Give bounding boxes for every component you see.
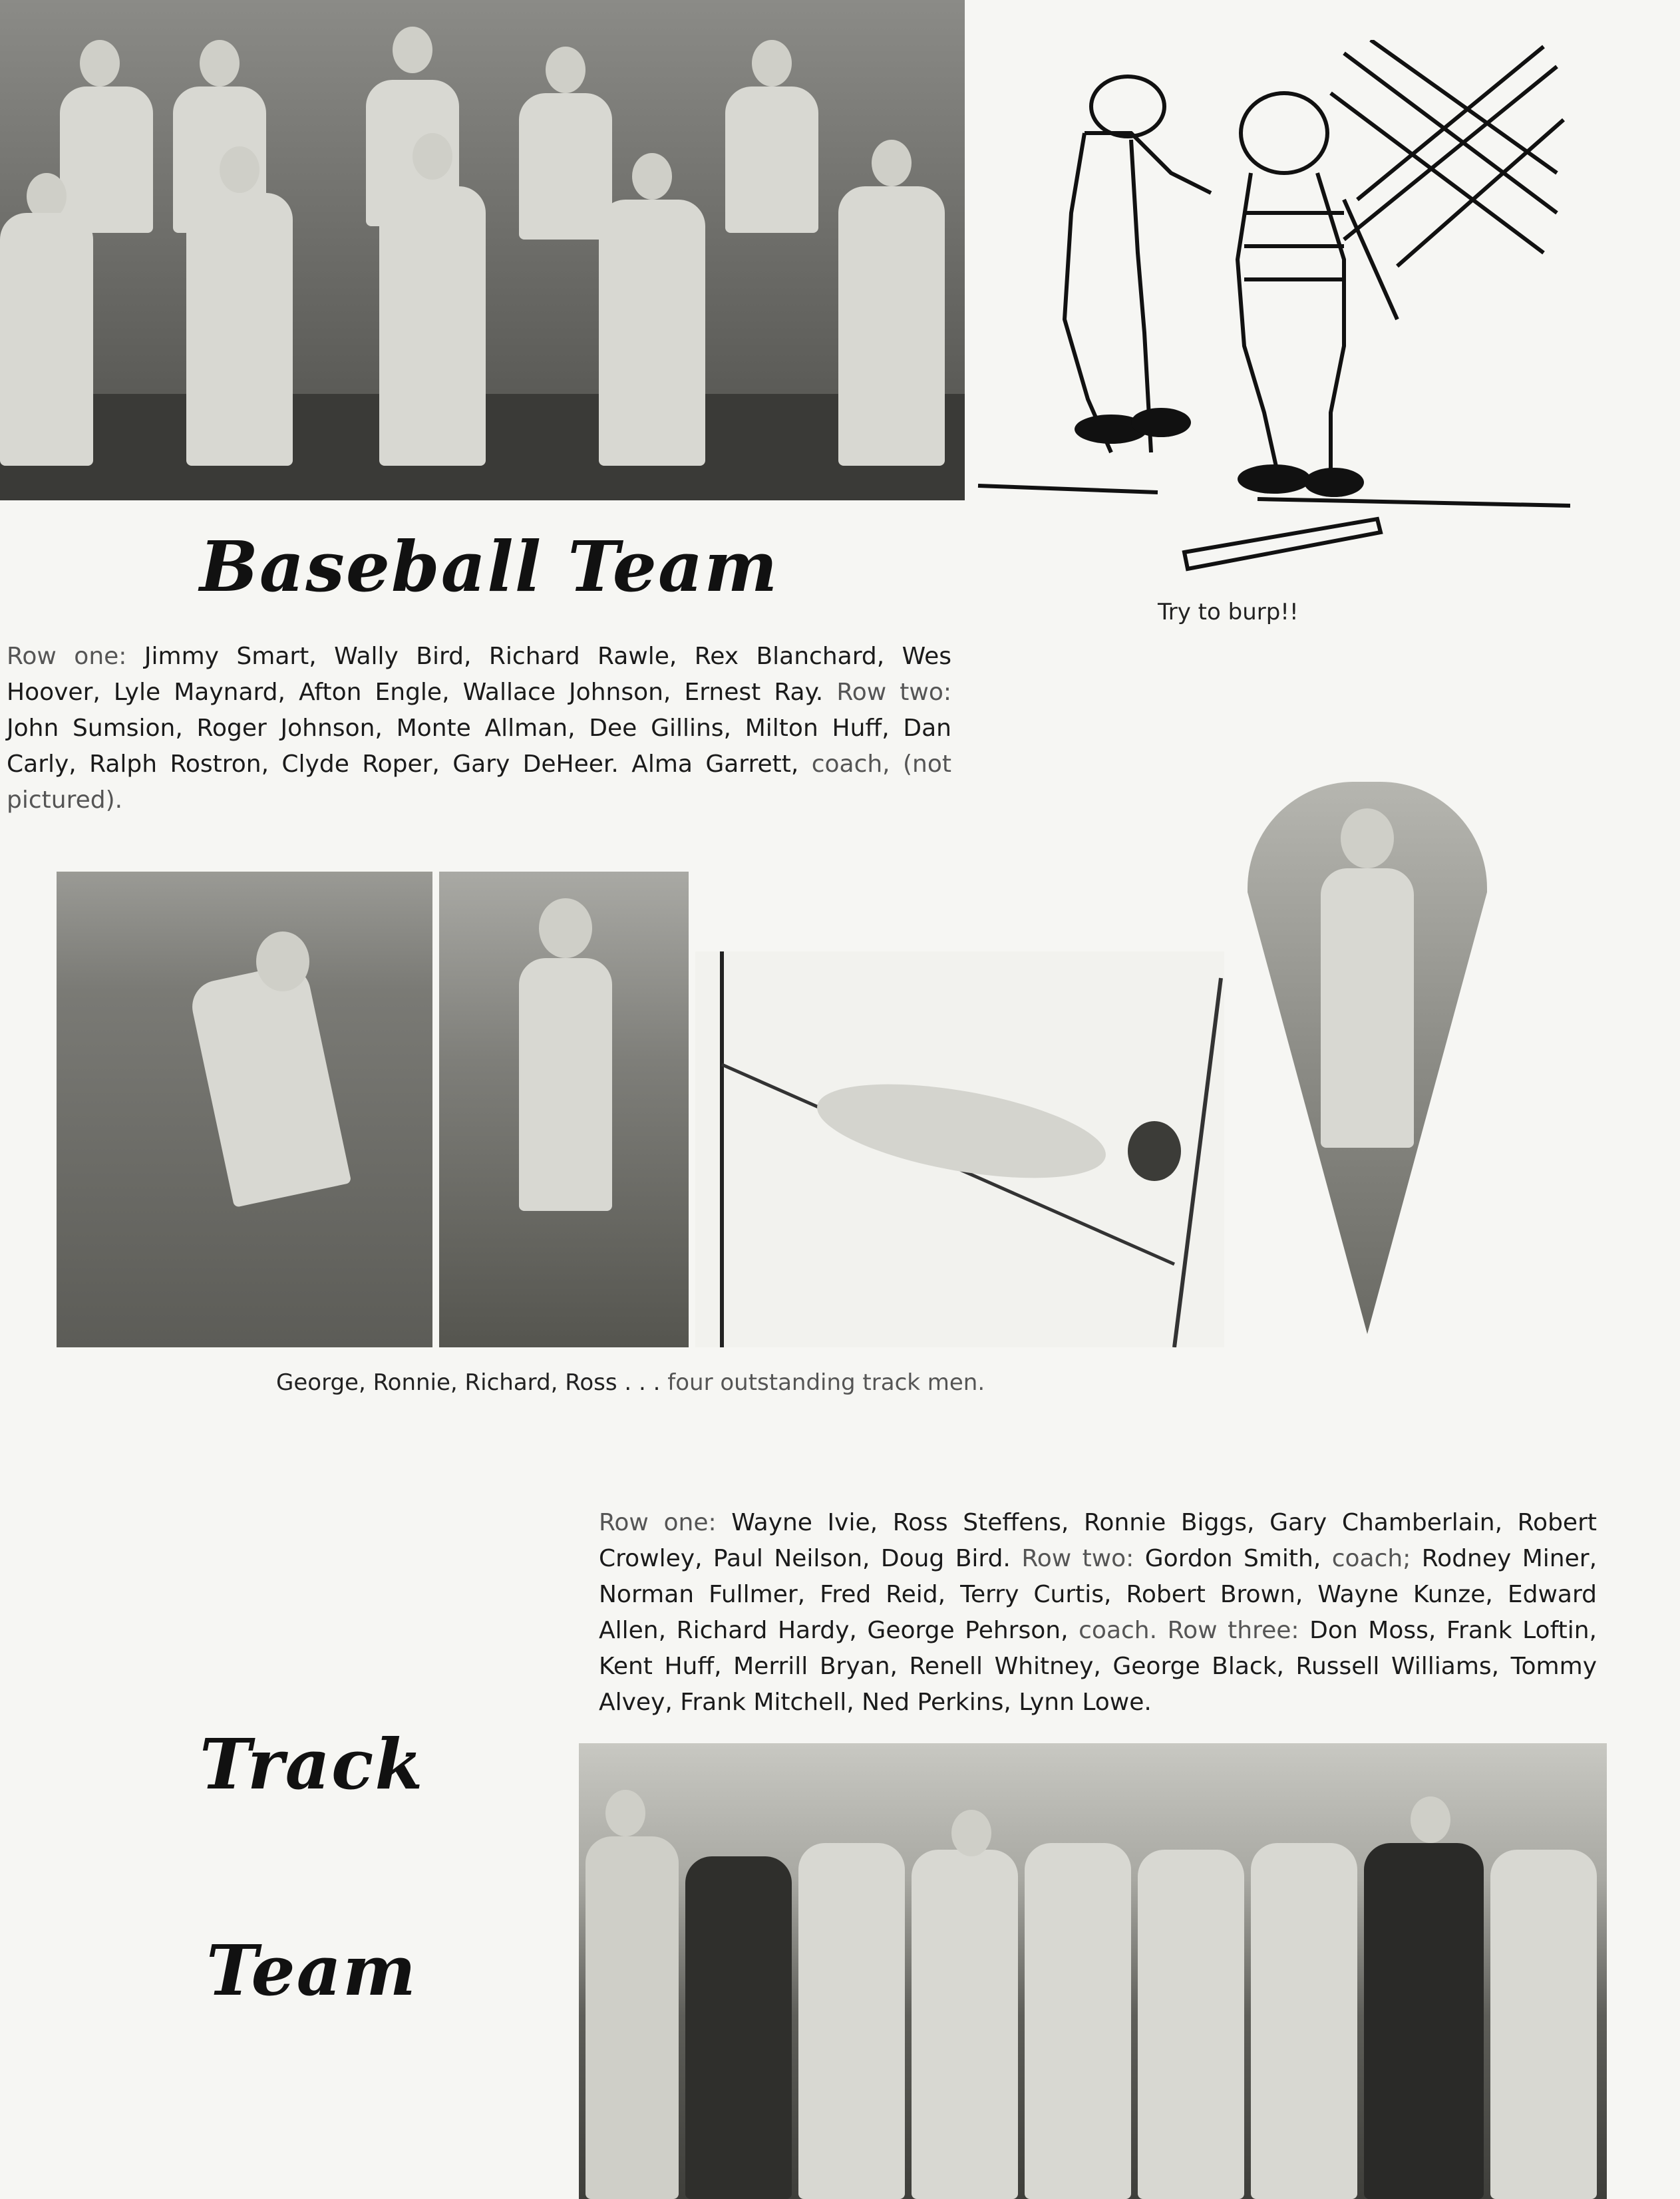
cartoon-caption: Try to burp!!	[1158, 599, 1299, 625]
track-coach-label-1: coach;	[1331, 1545, 1411, 1572]
baseball-row-two-names: John Sumsion, Roger Johnson, Monte Allman, Dee Gillins, Milton Huff, Dan Carly, Ralph Rostron, Clyde Roper, Gary DeHeer. Alma Garrett,	[7, 715, 951, 778]
baseball-row-two-label: Row two:	[836, 679, 951, 706]
track-photo-ronnie	[439, 872, 689, 1347]
track-row-three-label: Row three:	[1167, 1617, 1299, 1644]
track-team-title-line2: Team	[206, 1930, 418, 2011]
baseball-row-one-label: Row one:	[7, 643, 127, 670]
track-team-title-line1: Track	[200, 1723, 424, 1805]
baseball-roster	[7, 639, 951, 818]
track-roster	[599, 1505, 1597, 1721]
baseball-team-photo	[0, 0, 965, 500]
track-photo-richard	[695, 951, 1224, 1347]
track-photo-ross	[1248, 782, 1487, 1334]
track-row-two-label: Row two:	[1021, 1545, 1134, 1572]
track-row-two-names-a: Gordon Smith,	[1144, 1545, 1321, 1572]
track-caption-names: George, Ronnie, Richard, Ross . . .	[276, 1369, 661, 1396]
track-row-three-names: Don Moss, Frank Loftin, Kent Huff, Merrill Bryan, Renell Whitney, George Black, Russell Williams, Tommy Alvey, Frank Mitchell, Ned Perkins, Lynn Lowe.	[599, 1617, 1597, 1716]
track-row-two-names-b: Rodney Miner, Norman Fullmer, Fred Reid, Terry Curtis, Robert Brown, Wayne Kunze, Edward Allen, Richard Hardy, George Pehrson,	[599, 1545, 1597, 1644]
baseball-coach-note: coach, (not pictured).	[7, 751, 951, 814]
baseball-cartoon-illustration	[971, 40, 1570, 586]
track-coach-label-2: coach.	[1079, 1617, 1158, 1644]
track-photos-caption	[276, 1369, 985, 1396]
track-photo-george	[57, 872, 432, 1347]
track-team-photo	[579, 1743, 1607, 2199]
track-caption-rest: four outstanding track men.	[667, 1369, 985, 1396]
track-row-one-names: Wayne Ivie, Ross Steffens, Ronnie Biggs, Gary Chamberlain, Robert Crowley, Paul Neilson, Doug Bird.	[599, 1509, 1597, 1572]
baseball-row-one-names: Jimmy Smart, Wally Bird, Richard Rawle, Rex Blanchard, Wes Hoover, Lyle Maynard, Afton Engle, Wallace Johnson, Ernest Ray.	[7, 643, 951, 706]
track-row-one-label: Row one:	[599, 1509, 717, 1536]
baseball-team-title: Baseball Team	[200, 526, 779, 607]
